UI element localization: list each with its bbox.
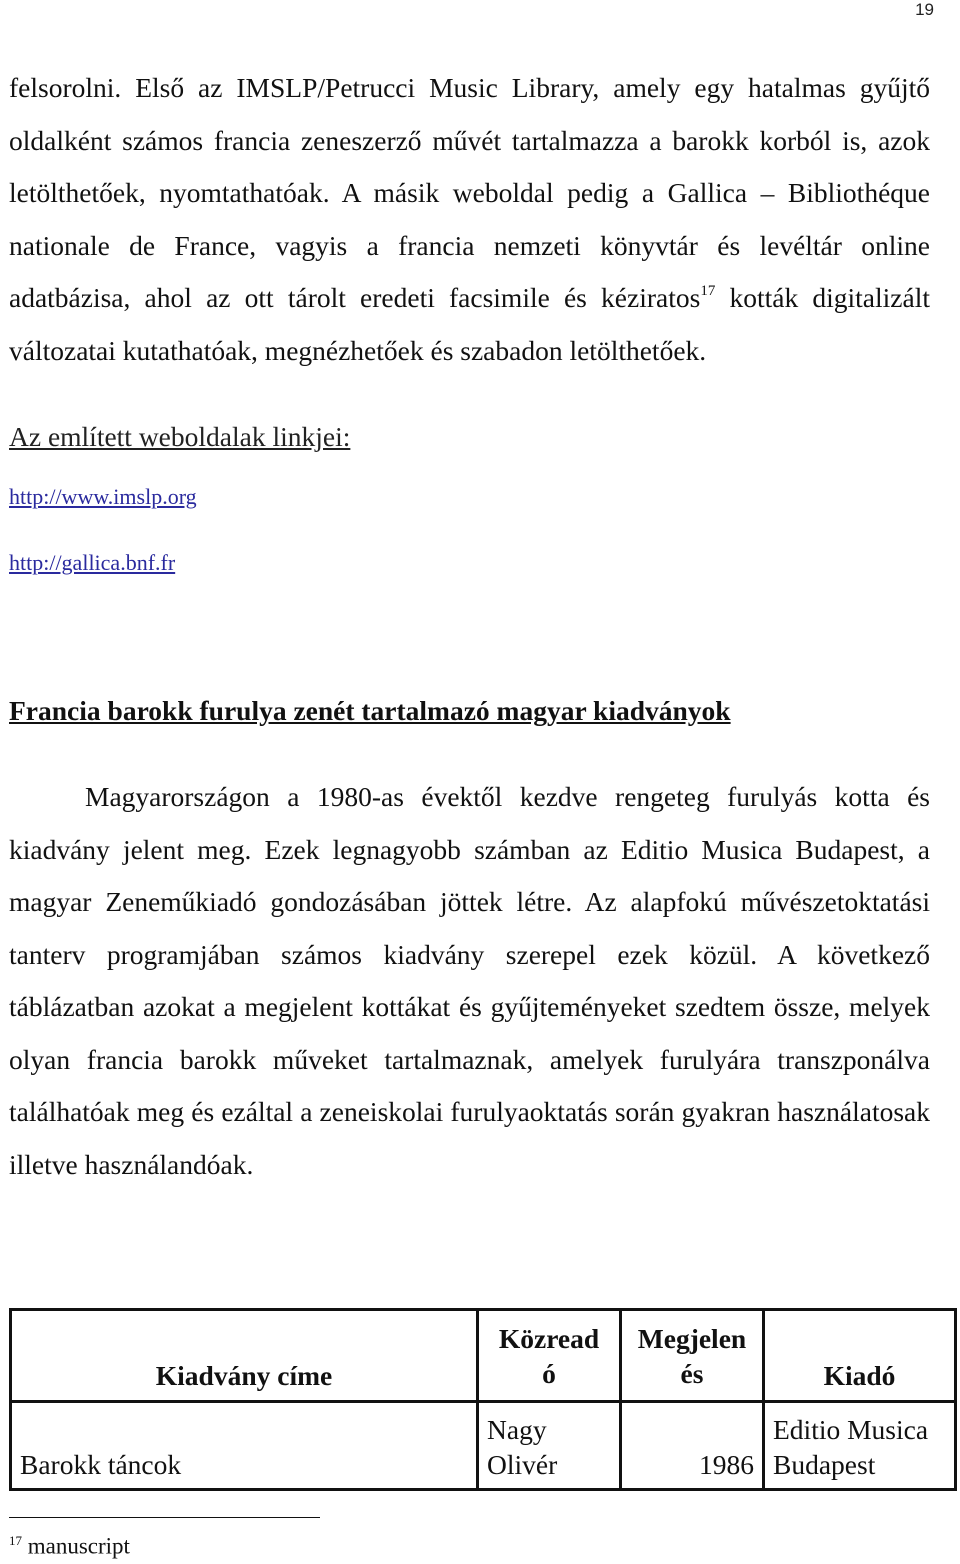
footnote-text: manuscript bbox=[27, 1533, 130, 1559]
footnote-ref[interactable]: 17 bbox=[700, 282, 716, 299]
cell-compiler-line1: Nagy bbox=[487, 1414, 547, 1445]
cell-compiler bbox=[478, 1402, 621, 1490]
paragraph-intro-text-a: felsorolni. Első az IMSLP/Petrucci Music Library, amely egy hatalmas gyűjtő oldalként számos francia zeneszerző művét tartalmazza a barokk korból is, azok letölthetőek, nyomtathatóak. A másik weboldal pedig a Gallica – Bibliothéque nationale de France, vagyis a francia nemzeti könyvtár és levéltár online adatbázisa, ahol az ott tárolt eredeti facsimile és kéziratos bbox=[9, 72, 930, 313]
page-number: 19 bbox=[915, 0, 934, 19]
section-title: Francia barokk furulya zenét tartalmazó magyar kiadványok bbox=[9, 695, 731, 726]
table-header-row bbox=[11, 1310, 956, 1402]
cell-publisher bbox=[764, 1402, 956, 1490]
header-year-line1: Megjelen bbox=[637, 1322, 747, 1354]
cell-title: Barokk táncok bbox=[11, 1402, 478, 1490]
cell-year: 1986 bbox=[621, 1402, 764, 1490]
header-year bbox=[621, 1310, 764, 1402]
header-compiler-line2: ó bbox=[542, 1357, 556, 1389]
paragraph-intro bbox=[9, 62, 930, 377]
paragraph-intro-text-b: kották digitalizált változatai kutathatóak, megnézhetőek és szabadon letölthetőek. bbox=[9, 282, 930, 366]
cell-publisher-line1: Editio Musica bbox=[773, 1414, 929, 1445]
header-compiler-line1: Közread bbox=[498, 1322, 600, 1354]
header-year-line2: és bbox=[680, 1357, 704, 1389]
header-publisher: Kiadó bbox=[764, 1310, 956, 1402]
cell-publisher-line2: Budapest bbox=[773, 1449, 876, 1480]
footnote-divider bbox=[9, 1517, 320, 1518]
header-compiler bbox=[478, 1310, 621, 1402]
link-imslp[interactable]: http://www.imslp.org bbox=[9, 484, 197, 509]
footnote-number: 17 bbox=[9, 1533, 22, 1548]
publications-table bbox=[9, 1308, 957, 1491]
link-gallica[interactable]: http://gallica.bnf.fr bbox=[9, 550, 176, 575]
cell-compiler-line2: Olivér bbox=[487, 1449, 558, 1480]
footnote bbox=[9, 1526, 130, 1562]
header-title: Kiadvány címe bbox=[11, 1310, 478, 1402]
table-row bbox=[11, 1402, 956, 1490]
paragraph-publications: Magyarországon a 1980-as évektől kezdve rengeteg furulyás kotta és kiadvány jelent meg. Ezek legnagyobb számban az Editio Musica Budapest, a magyar Zeneműkiadó gondozásában jöttek létre. Az alapfokú művészetoktatási tanterv programjában számos kiadvány szerepel ezek közül. A következő táblázatban azokat a megjelent kottákat és gyűjteményeket szedtem össze, melyek olyan francia barokk műveket tartalmaznak, amelyek furulyára transzponálva találhatóak meg és ezáltal a zeneiskolai furulyaoktatás során gyakran használatosak illetve használandóak. bbox=[9, 781, 930, 1180]
page-body bbox=[9, 62, 930, 1191]
links-label: Az említett weboldalak linkjei: bbox=[9, 421, 351, 452]
